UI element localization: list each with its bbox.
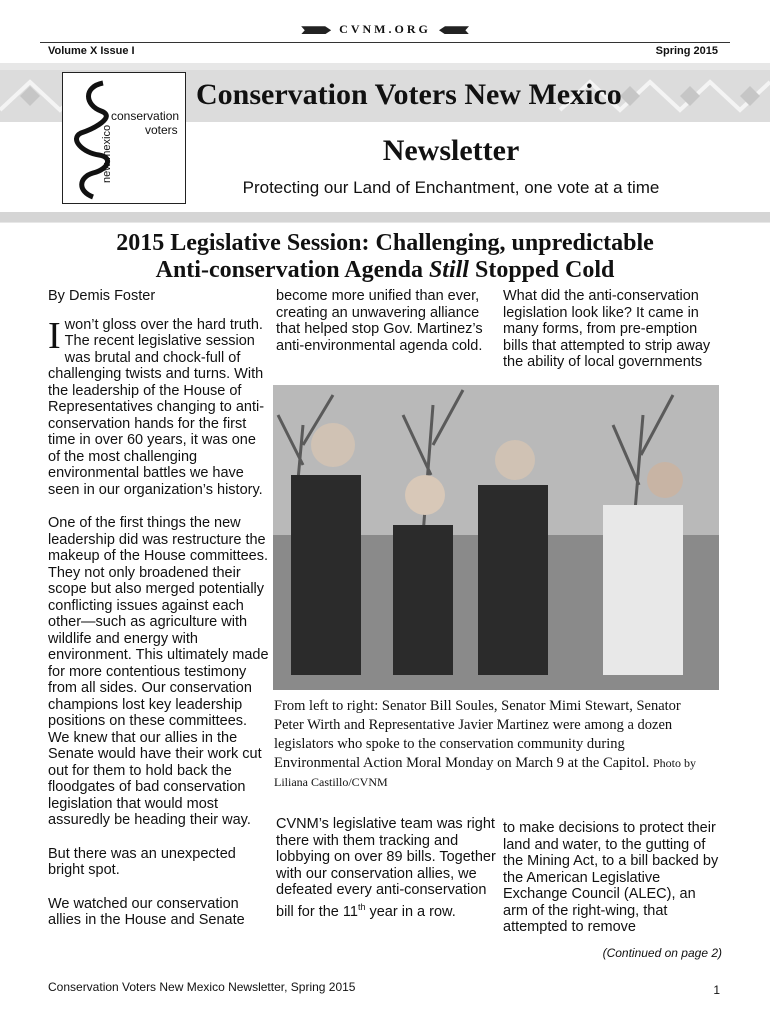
paragraph-3: But there was an unexpected bright spot. bbox=[48, 845, 236, 878]
legislators-photo bbox=[273, 385, 719, 690]
season: Spring 2015 bbox=[655, 45, 718, 57]
drop-cap: I bbox=[48, 314, 61, 357]
logo-text-conservation: conservation bbox=[111, 109, 180, 123]
logo-text-voters: voters bbox=[145, 123, 178, 137]
arrow-right-icon bbox=[301, 26, 331, 34]
logo-text-new-mexico: new mexico bbox=[101, 124, 113, 183]
photo-credit: Photo by Liliana Castillo/CVNM bbox=[274, 756, 696, 789]
header-rule bbox=[40, 42, 730, 43]
paragraph-2: One of the first things the new leadership did was restructure the makeup of the House committees. They not only broadened their scope but also merged potentially conflicting issues against each other—such as agriculture with wildlife and energy with environment. This ultimately made for more contentious testimony from all sides. Our conservation champions lost key leadership positions on these committees. We knew that our allies in the Senate would have their work cut out for them to hold back the floodgates of bad conservation legislation that would most assuredly be heading their way. bbox=[48, 515, 269, 828]
byline: By Demis Foster bbox=[48, 288, 156, 304]
tagline: Protecting our Land of Enchantment, one vote at a time bbox=[242, 178, 660, 197]
page-number: 1 bbox=[713, 983, 720, 997]
paragraph-4: We watched our conservation allies in the House and Senate bbox=[48, 895, 245, 928]
article-column-5: to make decisions to protect their land and water, to the gutting of the Mining Act, to a bill backed by the American Legislative Exchange Council (ALEC), an arm of the right-wing, that attempted to remove bbox=[503, 820, 719, 935]
article-column-4: CVNM’s legislative team was right there with them tracking and lobbying on over 89 bills. Together with our conservation allies, we defeated every anti-conservation bill for the 11th year in a row. bbox=[276, 816, 496, 920]
cvnm-logo bbox=[62, 72, 186, 204]
article-column-2: become more unified than ever, creating an unwavering alliance that helped stop Gov. Martinez’s anti-environmental agenda cold. bbox=[276, 288, 483, 354]
article-column-1 bbox=[48, 288, 270, 946]
newsletter-subtitle: Newsletter bbox=[382, 134, 520, 167]
site-url: CVNM.ORG bbox=[0, 22, 770, 37]
photo-caption: From left to right: Senator Bill Soules, Senator Mimi Stewart, Senator Peter Wirth and Representative Javier Martinez were among a dozen legislators who spoke to the conservation community during Environmental Action Moral Monday on March 9 at the Capitol. Photo by Liliana Castillo/CVNM bbox=[274, 698, 696, 789]
footer-text: Conservation Voters New Mexico Newsletter, Spring 2015 bbox=[48, 980, 356, 994]
volume-issue: Volume X Issue I bbox=[48, 45, 135, 57]
arrow-left-icon bbox=[439, 26, 469, 34]
paragraph-1: Iwon’t gloss over the hard truth. The recent legislative session was brutal and chock-full of challenging twists and turns. With the leadership of the House of Representatives changing to anti-conservation hands for the first time in over 60 years, it was one of the most challenging environmental battles we have seen in our organization’s history. bbox=[48, 314, 265, 498]
article-headline: 2015 Legislative Session: Challenging, unpredictable Anti-conservation Agenda Still Stopped Cold bbox=[116, 230, 654, 283]
masthead-bottom-band bbox=[0, 212, 770, 222]
newsletter-title: Conservation Voters New Mexico bbox=[196, 78, 622, 111]
article-column-3: What did the anti-conservation legislation look like? It came in many forms, from pre-emption bills that attempted to strip away the ability of local governments bbox=[503, 288, 711, 370]
continued-note: (Continued on page 2) bbox=[602, 946, 722, 960]
